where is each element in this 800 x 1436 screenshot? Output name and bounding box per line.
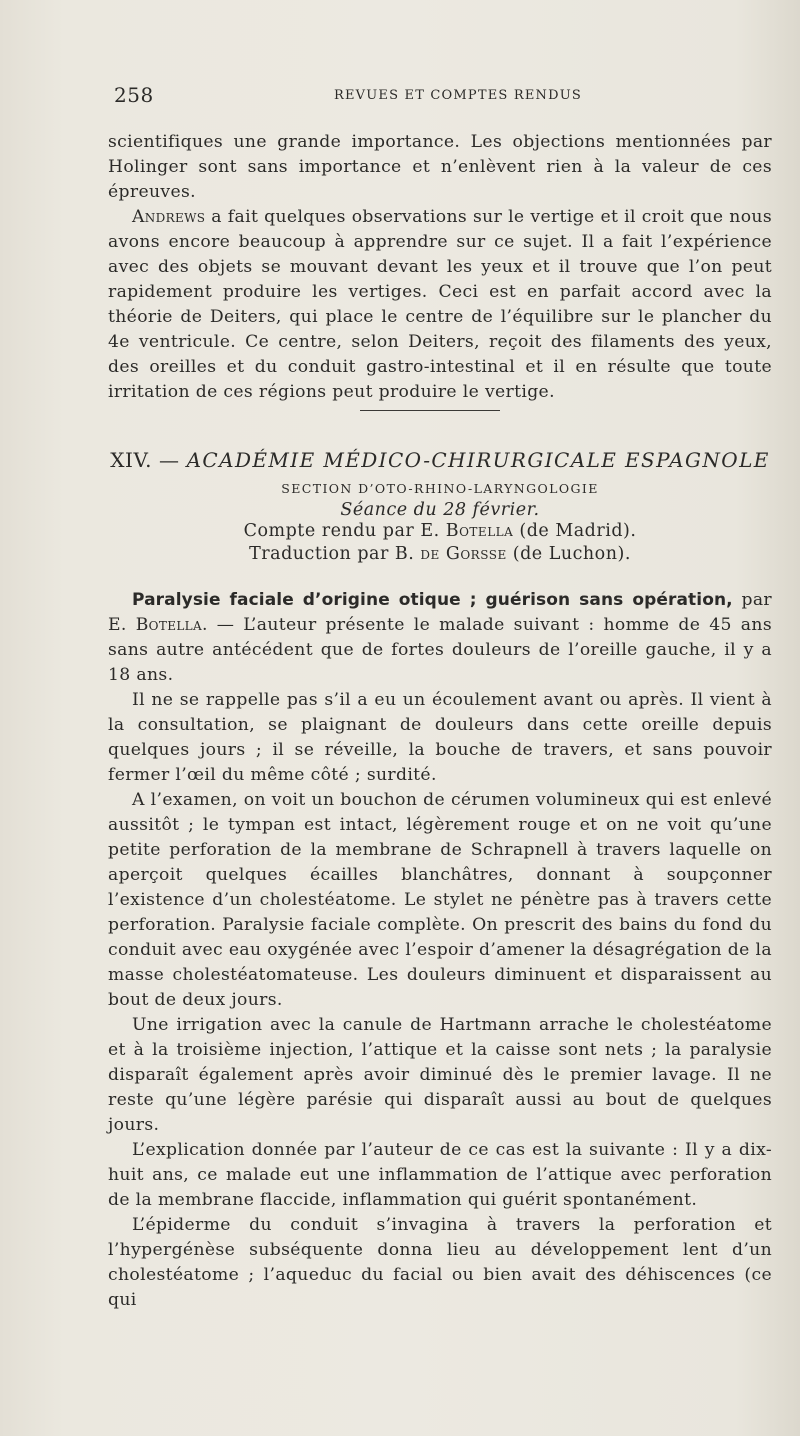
translation-suffix: (de Luchon).: [506, 544, 631, 564]
running-head: REVUES ET COMPTES RENDUS: [333, 88, 583, 103]
section-title: [108, 448, 772, 472]
section-divider: [360, 410, 500, 411]
report-author: Botella: [445, 521, 514, 541]
subsection-heading: SECTION D’OTO-RHINO-LARYNGOLOGIE: [281, 481, 599, 496]
section-number: XIV. —: [110, 448, 180, 472]
article-paragraph-4: Une irrigation avec la canule de Hartmann arrache le cholestéatome et à la troisième injection, l’attique et la caisse sont nets ; la paralysie disparaît également après avoir diminué dès le premier lavage. Il ne reste qu’une légère parésie qui disparaît aussi au bout de quelques jours.: [108, 1015, 772, 1135]
article-paragraph-2: Il ne se rappelle pas s’il a eu un écoulement avant ou après. Il vient à la consultation, se plaignant de douleurs dans cette oreille depuis quelques jours ; il se réveille, la bouche de travers, et sans pouvoir fermer l’œil du même côté ; surdité.: [108, 690, 772, 785]
intro-paragraph-1: scientifiques une grande importance. Les objections mentionnées par Holinger sont sans importance et n’enlèvent rien à la valeur de ces épreuves.: [108, 132, 772, 202]
report-credit: [108, 521, 772, 541]
page-header: [108, 83, 768, 113]
article-paragraph-6: L’épiderme du conduit s’invagina à travers la perforation et l’hypergénèse subséquente donna lieu au développement lent d’un cholestéatome ; l’aqueduc du facial ou bien avait des déhiscences (ce qui: [108, 1215, 772, 1310]
article-byline: par E.: [108, 590, 772, 635]
article-paragraph-5: L’explication donnée par l’auteur de ce cas est la suivante : Il y a dix-huit ans, ce malade eut une inflammation de l’attique avec perforation de la membrane flaccide, inflammation qui guérit spontanément.: [108, 1140, 772, 1210]
intro-paragraph-2-text: a fait quelques observations sur le vertige et il croit que nous avons encore beaucoup à apprendre sur ce sujet. Il a fait l’expérience avec des objets se mouvant devant les yeux et il trouve que l’on peut rapidement produire les vertiges. Ceci est en parfait accord avec la théorie de Deiters, qui place le centre de l’équilibre sur le plancher du 4e ventricule. Ce centre, selon Deiters, reçoit des filaments des yeux, des oreilles et du conduit gastro-intestinal et il en résulte que toute irritation de ces régions peut produire le vertige.: [108, 207, 772, 402]
section-title-text: ACADÉMIE MÉDICO-CHIRURGICALE ESPAGNOLE: [186, 448, 770, 472]
article-paragraph-3: A l’examen, on voit un bouchon de cérumen volumineux qui est enlevé aussitôt ; le tympan est intact, légèrement rouge et on ne voit qu’une petite perforation de la membrane de Schrapnell à travers laquelle on aperçoit quelques écailles blanchâtres, donnant à soupçonner l’existence d’un cholestéatome. Le stylet ne pénètre pas à travers cette perforation. Paralysie faciale complète. On prescrit des bains du fond du conduit avec eau oxygénée avec l’espoir d’amener la désagrégation de la masse cholestéatomateuse. Les douleurs diminuent et disparaissent au bout de deux jours.: [108, 790, 772, 1010]
intro-text: [108, 130, 772, 405]
translator-name: Gorsse: [445, 544, 507, 564]
intro-paragraph-2: [108, 205, 772, 405]
translation-prefix: Traduction par B.: [249, 544, 421, 564]
translation-particle: de: [420, 544, 440, 564]
article-author: Botella: [135, 615, 202, 635]
translation-credit: [108, 544, 772, 564]
article-paragraph-1: [108, 588, 772, 688]
report-suffix: (de Madrid).: [513, 521, 637, 541]
author-name: Andrews: [132, 207, 206, 227]
article-body: [108, 588, 772, 1313]
article-paragraph-1-text: . — L’auteur présente le malade suivant : homme de 45 ans sans autre antécédent que de fortes douleurs de l’oreille gauche, il y a 18 ans.: [108, 615, 772, 685]
report-prefix: Compte rendu par E.: [243, 521, 446, 541]
article-title: Paralysie faciale d’origine otique ; guérison sans opération,: [132, 590, 733, 610]
session-date: Séance du 28 février.: [340, 500, 540, 520]
page-number: 258: [114, 83, 154, 107]
